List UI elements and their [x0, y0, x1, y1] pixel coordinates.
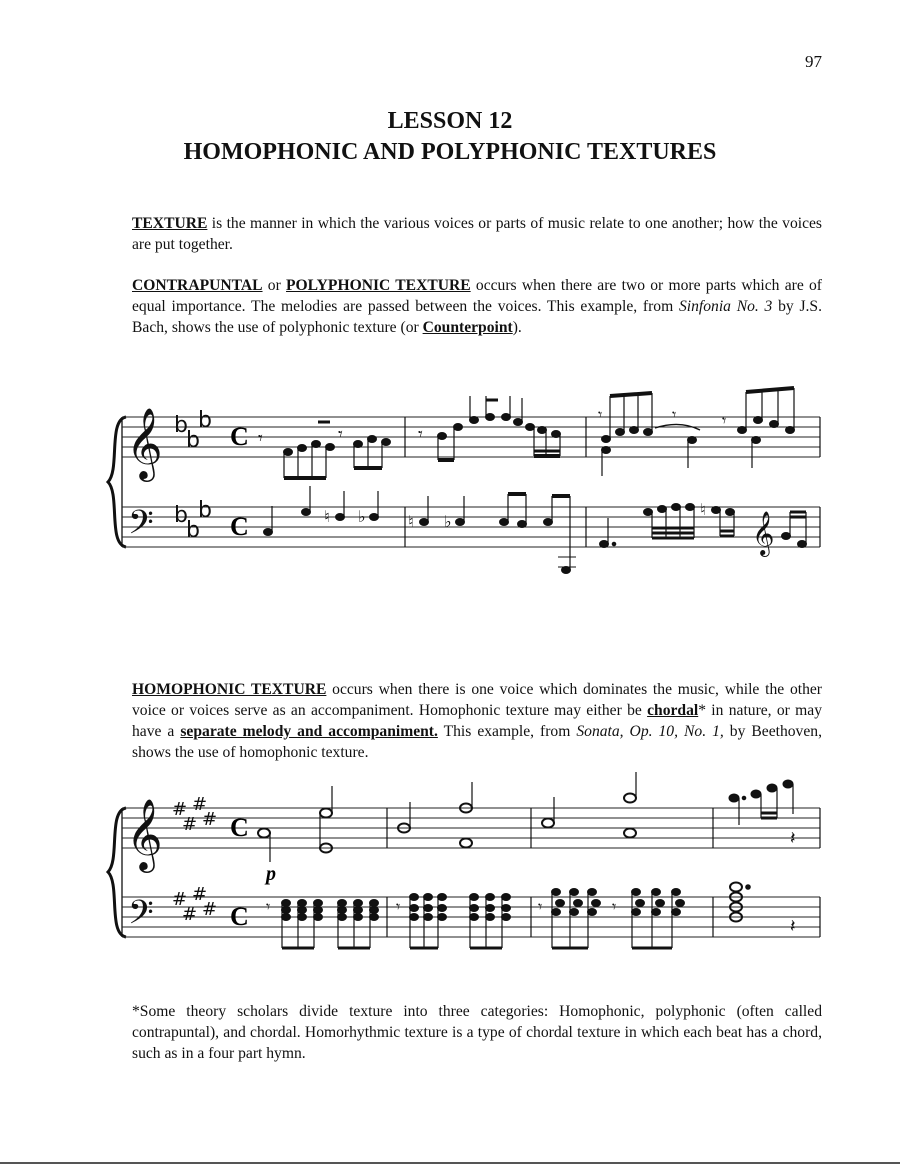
- texture-definition-text: is the manner in which the various voices or parts of music relate to one another; how the voices are put together.: [132, 215, 822, 253]
- treble-clef-change-icon: 𝄞: [752, 511, 775, 555]
- treble-clef-icon: 𝄞: [126, 406, 163, 479]
- svg-text:𝄾: 𝄾: [612, 897, 617, 916]
- svg-text:𝄾: 𝄾: [266, 897, 271, 916]
- quarter-rest-icon: 𝄽: [790, 828, 796, 849]
- flat-icon: b: [198, 498, 212, 523]
- footnote: *Some theory scholars divide texture into three categories: Homophonic, polyphonic (often called contrapuntal), and chordal. Homorhythmic texture is a type of chordal texture in which each beat has a chord, such as in a four part hymn.: [132, 1003, 822, 1062]
- time-signature-treble: C: [230, 813, 249, 842]
- beethoven-treble-measure-4: [729, 780, 796, 849]
- bach-score: [0, 360, 900, 600]
- sharp-icon: #: [182, 904, 198, 925]
- svg-text:♮: ♮: [700, 500, 706, 519]
- work-title-bach: Sinfonia No. 3: [678, 298, 773, 315]
- sharp-icon: #: [202, 809, 218, 830]
- bass-beat-2: [338, 900, 379, 949]
- homophonic-text-1: occurs when there is one voice which dominates the music, while the other voice or voices serve as an accompaniment. Homophonic texture may either be: [132, 681, 822, 719]
- bach-treble-measure-1: [258, 422, 391, 478]
- beethoven-barlines: [387, 808, 820, 937]
- sharp-icon: #: [192, 794, 208, 815]
- flat-icon: b: [186, 518, 200, 543]
- term-contrapuntal: CONTRAPUNTAL: [132, 277, 263, 294]
- bass-clef-icon: 𝄢: [128, 504, 154, 550]
- lesson-title: LESSON 12: [387, 108, 513, 134]
- eighth-rest-icon: 𝄾: [258, 428, 263, 449]
- svg-text:𝄾: 𝄾: [396, 897, 401, 916]
- term-homophonic-texture: HOMOPHONIC TEXTURE: [132, 681, 327, 698]
- term-counterpoint: Counterpoint: [422, 319, 513, 336]
- svg-text:♮: ♮: [324, 507, 330, 526]
- svg-text:𝄾: 𝄾: [418, 424, 423, 445]
- term-separate-melody: separate melody and accompaniment.: [180, 723, 438, 740]
- homophonic-text-2: * in nature, or may have a: [132, 702, 823, 740]
- time-signature-bass: C: [230, 902, 249, 931]
- flat-icon: b: [198, 408, 212, 433]
- svg-text:♮: ♮: [408, 512, 414, 531]
- term-polyphonic-texture: POLYPHONIC TEXTURE: [286, 277, 471, 294]
- beethoven-score: [0, 770, 900, 960]
- bach-score-figure: [0, 360, 900, 600]
- sharp-icon: #: [182, 814, 198, 835]
- flat-icon: b: [174, 503, 188, 528]
- time-signature-bass: C: [230, 512, 249, 541]
- homophonic-definition: [132, 679, 822, 763]
- bass-clef-icon: 𝄢: [128, 894, 154, 940]
- eighth-rest-icon: 𝄾: [338, 424, 343, 445]
- bach-treble-measure-2: [418, 396, 561, 460]
- texture-definition: [132, 213, 822, 255]
- time-signature-treble: C: [230, 422, 249, 451]
- grand-staff-brace: [108, 808, 126, 937]
- bass-measure-4: [730, 883, 796, 938]
- svg-text:𝄾: 𝄾: [538, 897, 543, 916]
- bass-beat-1: [266, 897, 323, 948]
- bach-key-signature: [174, 408, 212, 543]
- quarter-rest-icon: 𝄽: [790, 916, 796, 937]
- svg-text:♭: ♭: [358, 507, 366, 526]
- bach-bass-measure-2: [408, 494, 576, 574]
- sharp-icon: #: [172, 889, 188, 910]
- svg-text:𝄾: 𝄾: [672, 405, 677, 424]
- sharp-icon: #: [172, 799, 188, 820]
- bach-treble-measure-3: [598, 388, 795, 476]
- polyphonic-text-2: by J.S. Bach, shows the use of polyphonic texture (or: [132, 298, 823, 336]
- polyphonic-definition: [132, 275, 822, 338]
- polyphonic-or: or: [262, 277, 287, 294]
- svg-text:♭: ♭: [444, 512, 452, 531]
- homophonic-text-3: This example, from: [437, 723, 577, 740]
- svg-text:𝄾: 𝄾: [598, 405, 603, 424]
- work-title-beethoven: Sonata, Op. 10, No. 1,: [576, 723, 724, 740]
- sharp-icon: #: [202, 899, 218, 920]
- term-chordal: chordal: [647, 702, 699, 719]
- svg-text:𝄾: 𝄾: [722, 411, 727, 430]
- treble-clef-icon: 𝄞: [126, 797, 163, 870]
- bach-bass-measure-3: [600, 500, 807, 557]
- sharp-icon: #: [192, 884, 208, 905]
- homophonic-text-4: by Beethoven, shows the use of homophonic texture.: [132, 723, 822, 761]
- flat-icon: b: [174, 413, 188, 438]
- dynamic-marking: p: [266, 863, 276, 885]
- polyphonic-text-3: ).: [512, 319, 522, 336]
- polyphonic-text-1: occurs when there are two or more parts which are of equal importance. The melodies are passed between the voices. This example, from: [132, 277, 822, 315]
- beethoven-key-signature: [172, 794, 217, 925]
- page-number: 97: [805, 52, 822, 71]
- bass-beat-4: [470, 894, 511, 949]
- bass-beat-3: [396, 894, 447, 949]
- term-texture: TEXTURE: [132, 215, 208, 232]
- lesson-subtitle: HOMOPHONIC AND POLYPHONIC TEXTURES: [183, 139, 717, 165]
- flat-icon: b: [186, 428, 200, 453]
- bach-bass-measure-1: [264, 486, 379, 536]
- beethoven-score-figure: [0, 770, 900, 960]
